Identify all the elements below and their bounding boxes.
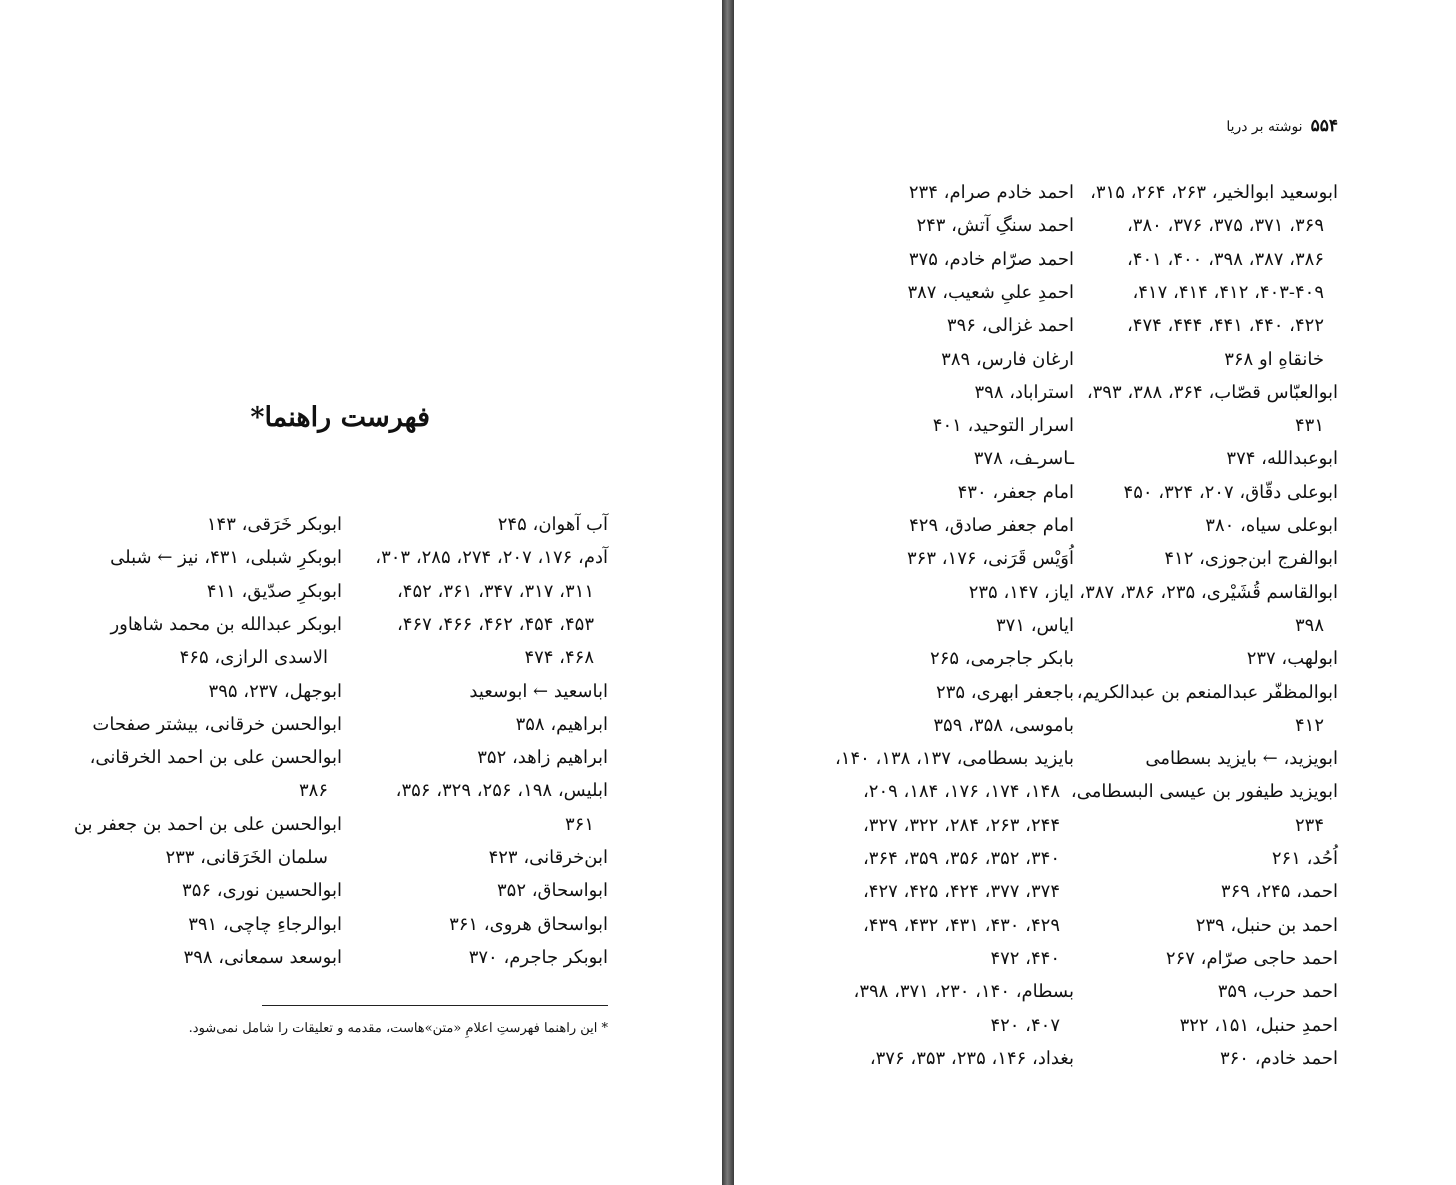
running-header	[1226, 116, 1338, 136]
index-entry: ابوالفرج ابن‌جوزی، ۴۱۲	[1164, 548, 1338, 570]
index-entry: ابن‌خرقانی، ۴۲۳	[488, 847, 608, 868]
index-entry: ۴۳۱	[1294, 415, 1324, 437]
running-title: نوشته بر دریا	[1226, 119, 1303, 135]
index-entry: ابوعبدالله، ۳۷۴	[1226, 448, 1338, 470]
index-entry: بغداد، ۱۴۶، ۲۳۵، ۳۵۳، ۳۷۶،	[869, 1047, 1074, 1069]
index-entry: احمد حاجی صرّام، ۲۶۷	[1165, 947, 1338, 969]
index-entry: ۳۱۱، ۳۱۷، ۳۴۷، ۳۶۱، ۴۵۲،	[396, 580, 594, 602]
index-entry: باموسی، ۳۵۸، ۳۵۹	[933, 714, 1074, 736]
index-entry: آب آهوان، ۲۴۵	[497, 514, 608, 535]
index-entry: ابواسحاق هروی، ۳۶۱	[449, 913, 608, 935]
index-entry: ابوعلی سیاه، ۳۸۰	[1205, 515, 1338, 536]
index-entry: سلمان الخَرَقانی، ۲۳۳	[165, 847, 328, 868]
index-entry: احمد حرب، ۳۵۹	[1217, 981, 1338, 1003]
book-gutter	[722, 0, 734, 1185]
footnote: * این راهنما فهرستِ اعلامِ «متن»هاست، مقدمه و تعلیقات را شامل نمی‌شود.	[188, 1021, 608, 1036]
index-entry: ارغان فارس، ۳۸۹	[941, 348, 1074, 370]
index-entry: ۳۶۱	[564, 813, 594, 835]
index-entry: احمد بن حنبل، ۲۳۹	[1195, 914, 1338, 936]
index-entry: الاسدی الرازی، ۴۶۵	[179, 647, 328, 669]
index-entry: ۴۴۰، ۴۷۲	[990, 947, 1060, 969]
index-entry: احمد خادم صرام، ۲۳۴	[908, 182, 1074, 203]
index-entry: ۱۴۸، ۱۷۴، ۱۷۶، ۱۸۴، ۲۰۹،	[862, 781, 1060, 803]
index-entry: آدم، ۱۷۶، ۲۰۷، ۲۷۴، ۲۸۵، ۳۰۳،	[375, 547, 608, 569]
index-entry: ۳۷۴، ۳۷۷، ۴۲۴، ۴۲۵، ۴۲۷،	[862, 881, 1060, 903]
index-entry: ۴۰۳-۴۰۹، ۴۱۲، ۴۱۴، ۴۱۷،	[1132, 281, 1324, 303]
right-page	[734, 0, 1456, 1185]
index-entry: ابوالحسن علی بن احمد الخرقانی،	[89, 747, 342, 769]
index-entry: امام جعفر صادق، ۴۲۹	[909, 515, 1074, 536]
index-entry: بایزید بسطامی، ۱۳۷، ۱۳۸، ۱۴۰،	[834, 748, 1074, 770]
index-entry: ابراهیم، ۳۵۸	[515, 713, 608, 735]
index-entry: ابوسعید ابوالخیر، ۲۶۳، ۲۶۴، ۳۱۵،	[1090, 182, 1338, 203]
index-entry: ابوعلی دقّاق، ۲۰۷، ۳۲۴، ۴۵۰	[1123, 481, 1338, 503]
index-entry: احمدِ علیِ شعیب، ۳۸۷	[907, 281, 1074, 303]
index-entry: ابراهیم زاهد، ۳۵۲	[477, 747, 608, 769]
index-entry: استراباد، ۳۹۸	[974, 381, 1074, 403]
index-entry: ۴۲۹، ۴۳۰، ۴۳۱، ۴۳۲، ۴۳۹،	[862, 914, 1060, 936]
index-entry: ابواسحاق، ۳۵۲	[496, 880, 608, 902]
index-entry: ابوالعبّاس قصّاب، ۳۶۴، ۳۸۸، ۳۹۳،	[1086, 381, 1338, 403]
index-entry: بابکر جاجرمی، ۲۶۵	[930, 648, 1074, 670]
index-entry: اُوَیْس قَرَنی، ۱۷۶، ۳۶۳	[906, 548, 1074, 570]
index-entry: ۳۹۸	[1294, 614, 1324, 636]
index-entry: ابوجهل، ۲۳۷، ۳۹۵	[208, 680, 342, 702]
index-entry: امام جعفر، ۴۳۰	[957, 481, 1074, 503]
index-entry: احمد غزالی، ۳۹۶	[946, 315, 1074, 337]
index-entry: خانقاهِ او ۳۶۸	[1224, 348, 1324, 370]
index-entry: ابویزید طیفور بن عیسی البسطامی،	[1070, 781, 1338, 803]
footnote-rule	[262, 1005, 608, 1006]
index-entry: اباسعید ← ابوسعید	[469, 680, 608, 702]
index-entry: ابوالقاسم قُشَیْری، ۲۳۵، ۳۸۶، ۳۸۷،	[1079, 581, 1338, 603]
index-entry: اسرار التوحید، ۴۰۱	[932, 415, 1074, 437]
index-entry: ۲۳۴	[1294, 814, 1324, 836]
index-entry: ایاز، ۱۴۷، ۲۳۵	[968, 581, 1074, 603]
index-entry: احمد صرّام خادم، ۳۷۵	[908, 248, 1074, 270]
index-title: فهرست راهنما*	[250, 402, 430, 433]
index-entry: ۳۸۶	[298, 780, 328, 802]
index-entry: ابلیس، ۱۹۸، ۲۵۶، ۳۲۹، ۳۵۶،	[395, 780, 608, 802]
index-entry: ۴۱۲	[1294, 714, 1324, 736]
left-page	[0, 0, 722, 1185]
index-entry: ۴۲۲، ۴۴۰، ۴۴۱، ۴۴۴، ۴۷۴،	[1126, 315, 1324, 337]
index-entry: ابوبکر عبدالله بن محمد شاهاور	[110, 613, 342, 635]
index-entry: ابوبکرِ صدّیق، ۴۱۱	[206, 580, 342, 602]
index-entry: ابولهب، ۲۳۷	[1246, 648, 1338, 670]
index-entry: ایاس، ۳۷۱	[995, 614, 1074, 636]
index-entry: ابوالحسین نوری، ۳۵۶	[182, 880, 342, 902]
index-entry: ۳۸۶، ۳۸۷، ۳۹۸، ۴۰۰، ۴۰۱،	[1126, 248, 1324, 270]
index-entry: ۲۴۴، ۲۶۳، ۲۸۴، ۳۲۲، ۳۲۷،	[862, 814, 1060, 836]
index-entry: ابوالمظفّر عبدالمنعم بن عبدالکریم،	[1076, 681, 1338, 703]
index-entry: ابوبکرِ شبلی، ۴۳۱، نیز ← شبلی	[110, 547, 342, 569]
index-entry: بسطام، ۱۴۰، ۲۳۰، ۳۷۱، ۳۹۸،	[853, 981, 1074, 1003]
index-entry: احمد، ۲۴۵، ۳۶۹	[1220, 881, 1338, 903]
index-entry: ابوالرجاءِ چاچی، ۳۹۱	[188, 913, 342, 935]
index-entry: ۴۰۷، ۴۲۰	[990, 1014, 1060, 1036]
index-entry: ابویزید، ← بایزید بسطامی	[1145, 748, 1338, 770]
index-entry: احمد سنگِ آتش، ۲۴۳	[916, 215, 1074, 237]
index-entry: ابوبکر خَرَقی، ۱۴۳	[206, 514, 342, 535]
index-entry: احمد خادم، ۳۶۰	[1219, 1047, 1338, 1069]
index-entry: ۳۴۰، ۳۵۲، ۳۵۶، ۳۵۹، ۳۶۴،	[862, 848, 1060, 869]
index-entry: ابوبکر جاجرم، ۳۷۰	[468, 946, 608, 968]
index-entry: ۳۶۹، ۳۷۱، ۳۷۵، ۳۷۶، ۳۸۰،	[1126, 215, 1324, 237]
index-entry: ۴۶۸، ۴۷۴	[524, 647, 594, 669]
index-entry: باجعفر ابهری، ۲۳۵	[936, 681, 1074, 703]
index-entry: اُحُد، ۲۶۱	[1271, 848, 1338, 869]
page-number: ۵۵۴	[1310, 116, 1338, 136]
index-entry: ابوالحسن علی بن احمد بن جعفر بن	[73, 813, 342, 835]
index-entry: ۴۵۳، ۴۵۴، ۴۶۲، ۴۶۶، ۴۶۷،	[396, 613, 594, 635]
index-entry: ابوالحسن خرقانی، بیشتر صفحات	[92, 713, 342, 735]
index-entry: احمدِ حنبل، ۱۵۱، ۳۲۲	[1179, 1014, 1338, 1036]
index-entry: ابوسعد سمعانی، ۳۹۸	[183, 946, 342, 968]
index-entry: ـاسرـف، ۳۷۸	[973, 448, 1074, 470]
